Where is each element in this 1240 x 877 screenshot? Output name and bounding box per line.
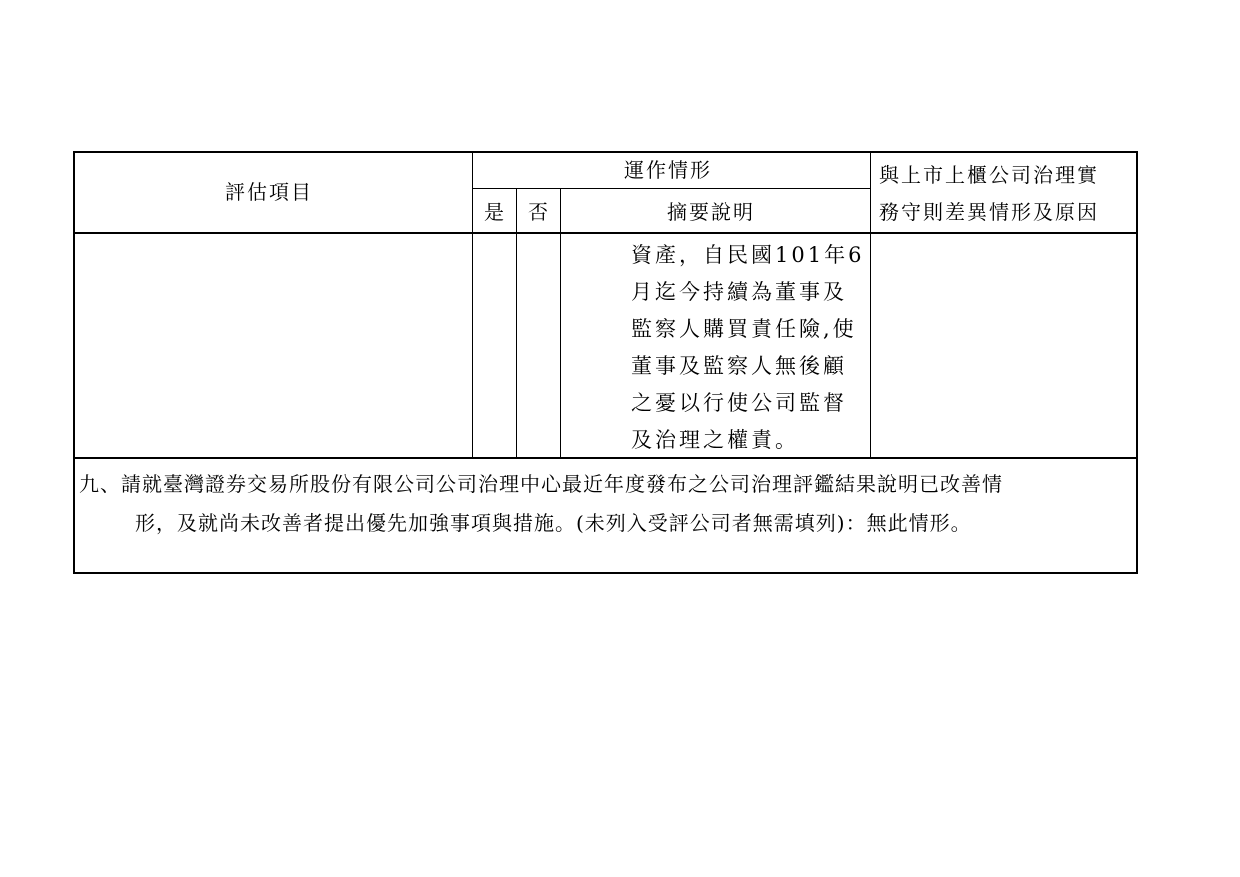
header-no: 否 — [528, 200, 550, 224]
summary-line: 資產，自民國101年6 — [631, 243, 865, 267]
summary-line: 董事及監察人無後顧 — [631, 354, 847, 378]
header-operation-status: 運作情形 — [624, 158, 712, 182]
col-divider-no — [560, 188, 561, 458]
header-sub-divider — [472, 188, 871, 189]
summary-line: 監察人購買責任險,使 — [631, 317, 857, 341]
header-deviation-line2: 務守則差異情形及原因 — [879, 200, 1099, 224]
col-divider-item — [472, 151, 473, 458]
row-bottom-divider — [73, 457, 1138, 459]
summary-line: 月迄今持續為董事及 — [631, 280, 847, 304]
header-yes: 是 — [484, 200, 506, 224]
header-evaluation-item: 評估項目 — [225, 180, 313, 204]
note-line-2: 形，及就尚未改善者提出優先加強事項與措施。(未列入受評公司者無需填列)：無此情形。 — [135, 511, 972, 535]
summary-cell — [631, 239, 871, 455]
summary-line: 之憂以行使公司監督 — [631, 391, 847, 415]
header-deviation-line1: 與上市上櫃公司治理實 — [879, 163, 1099, 187]
table-border-top — [73, 151, 1138, 153]
summary-line: 及治理之權責。 — [631, 428, 799, 452]
table-border-right — [1136, 151, 1138, 574]
header-bottom-divider — [73, 232, 1138, 234]
col-divider-yes — [516, 188, 517, 458]
table-border-left — [73, 151, 75, 574]
corporate-governance-table — [73, 151, 1138, 574]
table-border-bottom — [73, 572, 1138, 574]
header-summary: 摘要說明 — [667, 200, 755, 224]
note-line-1: 九、請就臺灣證券交易所股份有限公司公司治理中心最近年度發布之公司治理評鑑結果說明已改善情 — [79, 472, 1003, 496]
